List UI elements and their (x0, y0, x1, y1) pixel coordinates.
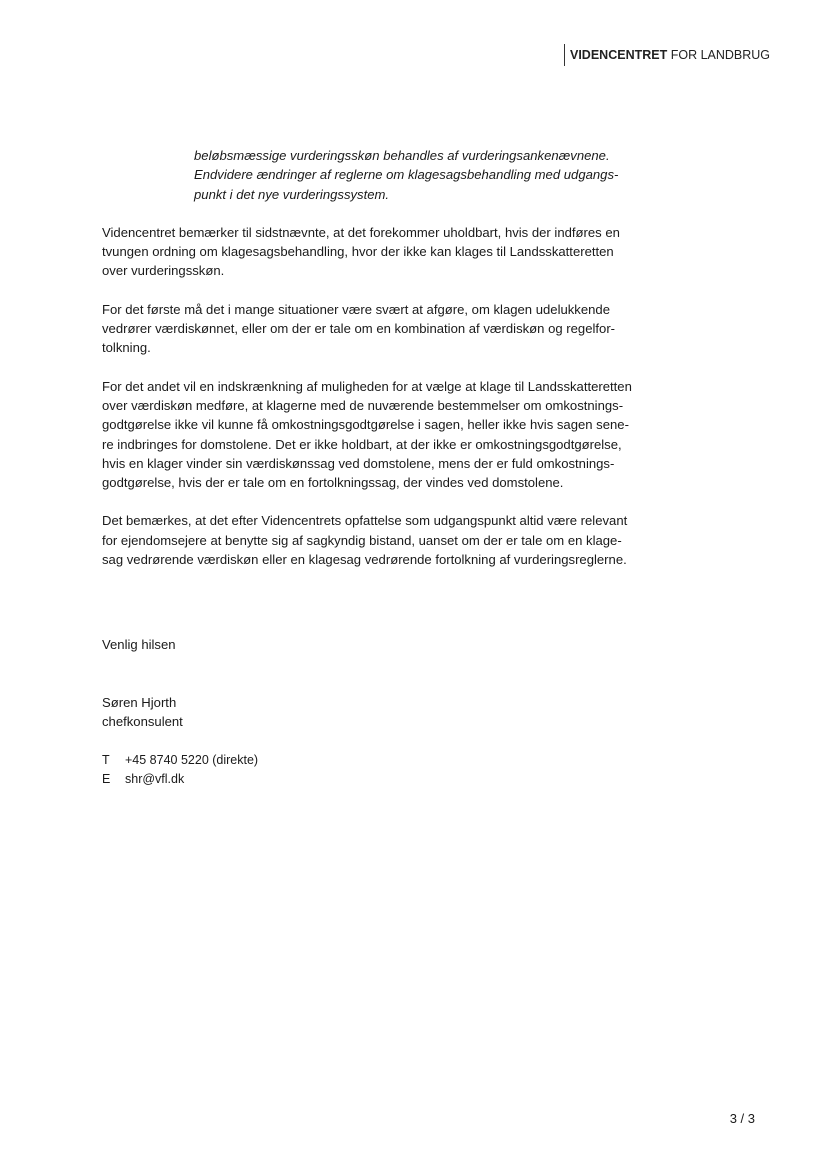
paragraph-line: godtgørelse ikke vil kunne få omkostningsgodtgørelse i sagen, heller ikke hvis sagen sene- (102, 417, 629, 433)
letter-body (102, 146, 682, 588)
paragraph-2 (102, 300, 682, 358)
paragraph-line: For det første må det i mange situationer være svært at afgøre, om klagen udelukkende (102, 301, 610, 317)
quote-line: punkt i det nye vurderingssystem. (194, 186, 390, 202)
quote-line: beløbsmæssige vurderingsskøn behandles af vurderingsankenævnene. (194, 148, 610, 163)
page-number: 3 / 3 (729, 1111, 755, 1126)
logo-text-bold: VIDENCENTRET (570, 48, 668, 62)
contact-phone-row (102, 751, 258, 770)
paragraph-line: godtgørelse, hvis der er tale om en fortolkningssag, der vindes ved domstolene. (102, 475, 564, 491)
paragraph-line: over vurderingsskøn. (102, 263, 225, 279)
signature-block (102, 693, 183, 732)
paragraph-1 (102, 223, 682, 281)
company-logo (564, 44, 770, 66)
signer-title: chefkonsulent (102, 714, 183, 730)
signer-name: Søren Hjorth (102, 695, 177, 710)
paragraph-line: re indbringes for domstolene. Det er ikke holdbart, at der ikke er omkostningsgodtgørelse, (102, 436, 622, 452)
paragraph-line: For det andet vil en indskrænkning af muligheden for at vælge at klage til Landsskatteretten (102, 378, 632, 394)
quoted-text (194, 146, 682, 204)
paragraph-4 (102, 511, 682, 569)
paragraph-line: over værdiskøn medføre, at klagerne med de nuværende bestemmelser om omkostnings- (102, 397, 624, 413)
contact-email-label: E (102, 771, 111, 786)
logo-text-normal: FOR LANDBRUG (667, 48, 771, 62)
contact-phone-label: T (102, 753, 110, 767)
logo-divider (564, 44, 565, 66)
contact-email-row (102, 770, 258, 789)
paragraph-line: sag vedrørende værdiskøn eller en klagesag vedrørende fortolkning af vurderingsreglerne. (102, 552, 627, 568)
logo-text (570, 48, 770, 62)
paragraph-line: for ejendomsejere at benytte sig af sagkyndig bistand, uanset om der er tale om en klage- (102, 532, 622, 548)
paragraph-line: Det bemærkes, at det efter Videncentrets opfattelse som udgangspunkt altid være relevant (102, 513, 628, 529)
paragraph-line: tolkning. (102, 340, 151, 356)
paragraph-line: Videncentret bemærker til sidstnævnte, at det forekommer uholdbart, hvis der indføres en (102, 224, 620, 240)
paragraph-line: vedrører værdiskønnet, eller om der er tale om en kombination af værdiskøn og regelfor- (102, 321, 616, 337)
contact-email-value: shr@vfl.dk (125, 771, 185, 786)
paragraph-3 (102, 377, 682, 493)
paragraph-line: tvungen ordning om klagesagsbehandling, hvor der ikke kan klages til Landsskatteretten (102, 244, 614, 260)
quote-line: Endvidere ændringer af reglerne om klagesagsbehandling med udgangs- (194, 167, 619, 183)
paragraph-line: hvis en klager vinder sin værdiskønssag ved domstolene, mens der er fuld omkostnings- (102, 455, 615, 471)
contact-phone-value: +45 8740 5220 (direkte) (125, 753, 259, 767)
contact-info (102, 751, 258, 788)
closing-greeting: Venlig hilsen (102, 637, 176, 652)
